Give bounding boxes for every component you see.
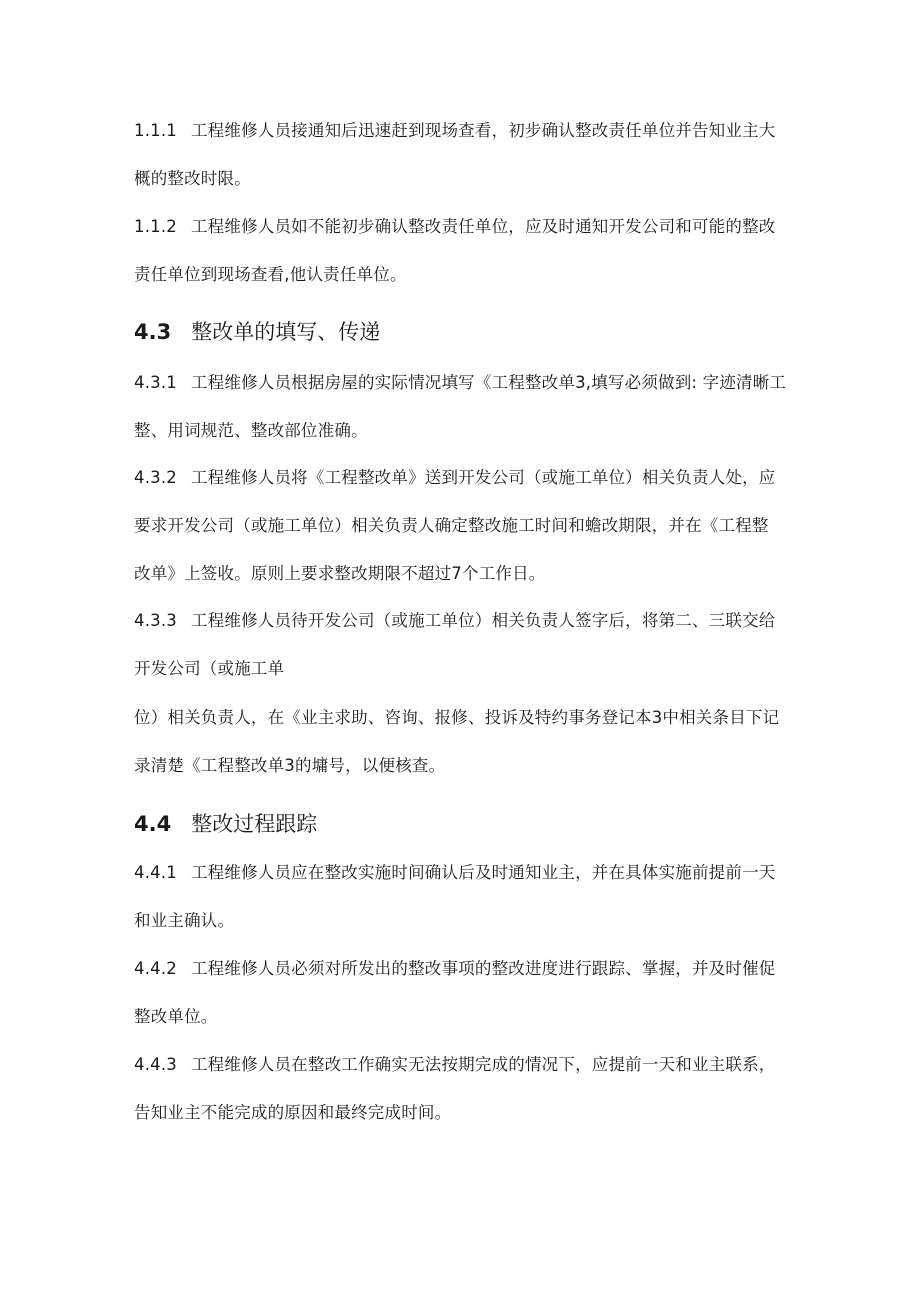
paragraph-text: 工程维修人员将《工程整改单》送到开发公司（或施工单位）相关负责人处，应 xyxy=(190,468,776,487)
paragraph-text: 工程维修人员待开发公司（或施工单位）相关负责人签字后，将第二、三联交给 xyxy=(190,611,776,630)
section-title: 整改过程跟踪 xyxy=(191,812,318,836)
paragraph-text: 工程维修人员根据房屋的实际情况填写《工程整改单3,填写必须做到: 字迹清晰工 xyxy=(190,373,787,392)
clause-number: 4.4.3 xyxy=(134,1055,177,1074)
paragraph-4-4-2-line-1 xyxy=(134,958,775,980)
paragraph-4-3-3-line-4: 录清楚《工程整改单3的墉号，以便核查。 xyxy=(134,756,446,775)
clause-number: 1.1.1 xyxy=(134,121,177,140)
section-heading-4-3 xyxy=(134,319,380,345)
paragraph-4-3-2-line-2: 要求开发公司（或施工单位）相关负责人确定整改施工时间和蟾改期限，并在《工程整 xyxy=(134,516,769,535)
paragraph-4-4-1-line-1 xyxy=(134,862,775,884)
paragraph-text: 工程维修人员接通知后迅速赶到现场查看，初步确认整改责任单位并告知业主大 xyxy=(190,121,776,140)
clause-number: 4.4.2 xyxy=(134,959,177,978)
paragraph-4-4-2-line-2: 整改单位。 xyxy=(134,1007,218,1026)
paragraph-1-1-2-line-2: 责任单位到现场查看,他认责任单位。 xyxy=(134,265,407,284)
paragraph-text: 工程维修人员如不能初步确认整改责任单位，应及时通知开发公司和可能的整改 xyxy=(190,217,776,236)
clause-number: 4.3.1 xyxy=(134,373,177,392)
paragraph-1-1-1-line-1 xyxy=(134,120,775,142)
paragraph-4-4-1-line-2: 和业主确认。 xyxy=(134,911,235,930)
paragraph-4-4-3-line-2: 告知业主不能完成的原因和最终完成时间。 xyxy=(134,1103,452,1122)
clause-number: 1.1.2 xyxy=(134,217,177,236)
paragraph-text: 工程维修人员应在整改实施时间确认后及时通知业主，并在具体实施前提前一天 xyxy=(190,863,776,882)
paragraph-4-3-3-line-2: 开发公司（或施工单 xyxy=(134,659,285,678)
paragraph-4-3-1-line-2: 整、用词规范、整改部位准确。 xyxy=(134,421,368,440)
paragraph-4-3-1-line-1 xyxy=(134,372,786,394)
paragraph-4-3-2-line-1 xyxy=(134,467,775,489)
section-heading-4-4 xyxy=(134,811,317,837)
paragraph-1-1-1-line-2: 概的整改时限。 xyxy=(134,169,251,188)
paragraph-4-4-3-line-1 xyxy=(134,1054,775,1076)
paragraph-4-3-2-line-3: 改单》上签收。原则上要求整改期限不超过7个工作日。 xyxy=(134,564,546,583)
paragraph-text: 工程维修人员在整改工作确实无法按期完成的情况下，应提前一天和业主联系， xyxy=(190,1055,776,1074)
section-number: 4.3 xyxy=(134,320,172,344)
clause-number: 4.4.1 xyxy=(134,863,177,882)
paragraph-4-3-3-line-1 xyxy=(134,610,775,632)
paragraph-4-3-3-line-3: 位）相关负责人，在《业主求助、咨询、报修、投诉及特约事务登记本3中相关条目下记 xyxy=(134,708,780,727)
section-number: 4.4 xyxy=(134,812,172,836)
paragraph-text: 工程维修人员必须对所发出的整改事项的整改进度进行跟踪、掌握，并及时催促 xyxy=(190,959,776,978)
clause-number: 4.3.2 xyxy=(134,468,177,487)
paragraph-1-1-2-line-1 xyxy=(134,216,775,238)
section-title: 整改单的填写、传递 xyxy=(191,320,381,344)
clause-number: 4.3.3 xyxy=(134,611,177,630)
